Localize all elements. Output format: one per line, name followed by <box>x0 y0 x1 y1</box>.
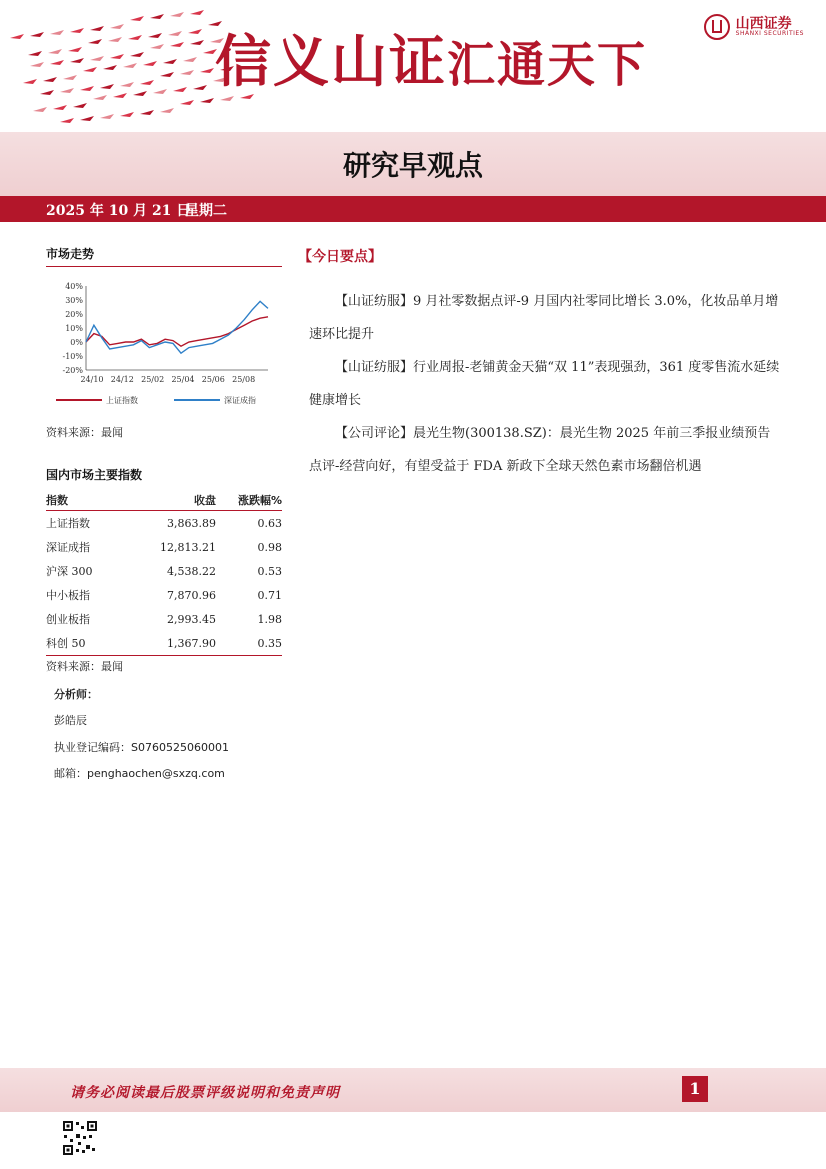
report-title: 研究早观点 <box>342 149 483 182</box>
arrow-decoration <box>160 108 174 113</box>
arrow-decoration <box>140 110 154 115</box>
date-band <box>0 196 826 222</box>
arrow-decoration <box>33 107 47 112</box>
x-tick-label: 25/04 <box>171 375 195 384</box>
key-point-item: 【公司评论】晨光生物(300138.SZ)：晨光生物 2025 年前三季报业绩预告点评-经营向好，有望受益于 FDA 新政下全球天然色素市场翻倍机遇 <box>309 426 771 474</box>
y-tick-label: 20% <box>65 310 83 319</box>
arrow-decoration <box>103 65 117 70</box>
market-trend-chart <box>46 278 282 418</box>
y-tick-label: 0% <box>70 338 83 347</box>
index-name: 深证成指 <box>46 541 90 554</box>
table-row <box>46 535 282 559</box>
index-close: 2,993.45 <box>167 612 216 626</box>
index-name: 中小板指 <box>46 589 90 602</box>
analyst-email[interactable]: 邮箱：penghaochen@sxzq.com <box>54 767 225 780</box>
arrow-decoration <box>130 16 144 21</box>
y-tick-label: 10% <box>65 324 83 333</box>
logo-cn: 山西证券 <box>735 16 792 32</box>
arrow-decoration <box>80 86 94 91</box>
index-change: 0.63 <box>257 516 282 530</box>
table-row <box>46 631 282 656</box>
indices-label: 国内市场主要指数 <box>46 468 143 482</box>
arrow-decoration <box>120 82 134 87</box>
arrow-decoration <box>150 14 164 19</box>
arrow-decoration <box>100 84 114 89</box>
arrow-decoration <box>108 37 122 42</box>
logo-icon <box>704 14 730 40</box>
indices-header <box>46 466 282 483</box>
chart-source: 资料来源：最闻 <box>46 426 123 439</box>
arrow-decoration <box>93 95 107 100</box>
arrow-decoration <box>10 34 24 39</box>
report-date: 2025 年 10 月 21 日 <box>46 203 191 219</box>
x-tick-label: 24/12 <box>110 375 134 384</box>
table-row <box>46 511 282 536</box>
market-trend-label: 市场走势 <box>46 247 95 261</box>
slogan-main: 信义山证 <box>215 29 447 95</box>
arrow-decoration <box>48 49 62 54</box>
slogan-tail: 汇通天下 <box>447 37 648 93</box>
arrow-decoration <box>148 33 162 38</box>
company-logo <box>704 14 804 40</box>
series-line-sse <box>86 317 268 346</box>
y-tick-label: 40% <box>65 282 83 291</box>
arrow-decoration <box>60 118 74 123</box>
table-source: 资料来源：最闻 <box>46 660 123 673</box>
arrow-decoration <box>150 44 164 49</box>
analyst-name: 彭皓辰 <box>54 714 87 727</box>
arrow-decoration <box>183 57 197 62</box>
index-change: 0.35 <box>216 631 282 656</box>
x-tick-label: 25/06 <box>201 375 225 384</box>
x-tick-label: 25/08 <box>232 375 256 384</box>
arrow-decoration <box>88 39 102 44</box>
index-change: 0.71 <box>257 588 282 602</box>
arrow-decoration <box>28 51 42 56</box>
arrow-decoration <box>30 62 44 67</box>
index-close: 12,813.21 <box>160 540 216 554</box>
table-header-row <box>46 490 282 511</box>
page-number: 1 <box>682 1076 708 1102</box>
arrow-decoration <box>180 70 194 75</box>
footer-band <box>0 1068 826 1112</box>
index-name: 上证指数 <box>46 517 90 530</box>
arrow-decoration <box>53 105 67 110</box>
index-close: 3,863.89 <box>167 516 216 530</box>
y-tick-label: -20% <box>62 366 83 375</box>
key-points-title: 【今日要点】 <box>298 249 382 265</box>
legend-label: 深证成指 <box>224 396 256 405</box>
arrow-decoration <box>193 85 207 90</box>
col-header-change: 涨跌幅% <box>216 490 282 511</box>
arrow-decoration <box>110 24 124 29</box>
arrow-decoration <box>50 60 64 65</box>
title-band <box>0 132 826 196</box>
index-change: 0.98 <box>257 540 282 554</box>
index-name: 科创 50 <box>46 631 146 656</box>
index-name: 沪深 300 <box>46 565 93 578</box>
table-row <box>46 607 282 631</box>
key-point-item: 【山证纺服】9 月社零数据点评-9 月国内社零同比增长 3.0%，化妆品单月增速环比提升 <box>309 294 779 342</box>
index-close: 4,538.22 <box>167 564 216 578</box>
index-close: 1,367.90 <box>146 631 216 656</box>
arrow-decoration <box>133 91 147 96</box>
arrow-decoration <box>190 10 204 15</box>
arrow-decoration <box>140 80 154 85</box>
table-row <box>46 559 282 583</box>
arrow-decoration <box>200 98 214 103</box>
arrow-decoration <box>90 26 104 31</box>
report-weekday: 星期二 <box>185 203 227 219</box>
arrow-decoration <box>83 67 97 72</box>
arrow-decoration <box>163 59 177 64</box>
slogan <box>215 18 647 98</box>
arrow-decoration <box>123 63 137 68</box>
col-header-index: 指数 <box>46 490 146 511</box>
arrow-decoration <box>130 52 144 57</box>
analyst-reg: 执业登记编码：S0760525060001 <box>54 741 229 754</box>
arrow-decoration <box>170 42 184 47</box>
logo-en: SHANXI SECURITIES <box>735 30 804 37</box>
arrow-decoration <box>143 61 157 66</box>
arrow-decoration <box>70 58 84 63</box>
disclaimer-text: 请务必阅读最后股票评级说明和免责声明 <box>70 1085 340 1101</box>
arrow-decoration <box>168 31 182 36</box>
index-name: 创业板指 <box>46 613 90 626</box>
divider <box>46 266 282 267</box>
arrow-decoration <box>50 30 64 35</box>
col-header-close: 收盘 <box>146 490 216 511</box>
arrow-decoration <box>68 47 82 52</box>
arrow-decoration <box>113 93 127 98</box>
arrow-decoration <box>70 28 84 33</box>
index-change: 1.98 <box>257 612 282 626</box>
x-tick-label: 25/02 <box>141 375 165 384</box>
arrow-decoration <box>80 116 94 121</box>
arrow-decoration <box>60 88 74 93</box>
market-trend-header <box>46 245 282 267</box>
arrow-decoration <box>190 40 204 45</box>
chart-svg <box>46 278 282 418</box>
index-change: 0.53 <box>257 564 282 578</box>
x-tick-label: 24/10 <box>80 375 104 384</box>
arrow-decoration <box>23 79 37 84</box>
arrow-decoration <box>73 103 87 108</box>
arrow-decoration <box>180 100 194 105</box>
key-point-item: 【山证纺服】行业周报-老铺黄金天猫“双 11”表现强劲，361 度零售流水延续健康增长 <box>309 360 780 408</box>
qr-code-icon <box>62 1120 98 1156</box>
arrow-decoration <box>173 87 187 92</box>
arrow-decoration <box>43 77 57 82</box>
y-tick-label: -10% <box>62 352 83 361</box>
analyst-label: 分析师： <box>54 688 98 701</box>
arrow-decoration <box>90 56 104 61</box>
arrow-decoration <box>170 12 184 17</box>
arrow-decoration <box>110 54 124 59</box>
arrow-decoration <box>40 90 54 95</box>
legend-label: 上证指数 <box>106 396 138 405</box>
arrow-decoration <box>100 114 114 119</box>
arrow-decoration <box>188 29 202 34</box>
indices-table <box>46 490 282 656</box>
table-row <box>46 583 282 607</box>
header-banner <box>0 0 826 132</box>
arrow-decoration <box>63 75 77 80</box>
arrow-decoration <box>200 68 214 73</box>
arrow-decoration <box>120 112 134 117</box>
arrow-decoration <box>160 72 174 77</box>
index-close: 7,870.96 <box>167 588 216 602</box>
arrow-decoration <box>128 35 142 40</box>
key-points-header <box>298 246 780 266</box>
y-tick-label: 30% <box>65 296 83 305</box>
arrow-decoration <box>153 89 167 94</box>
arrow-decoration <box>30 32 44 37</box>
